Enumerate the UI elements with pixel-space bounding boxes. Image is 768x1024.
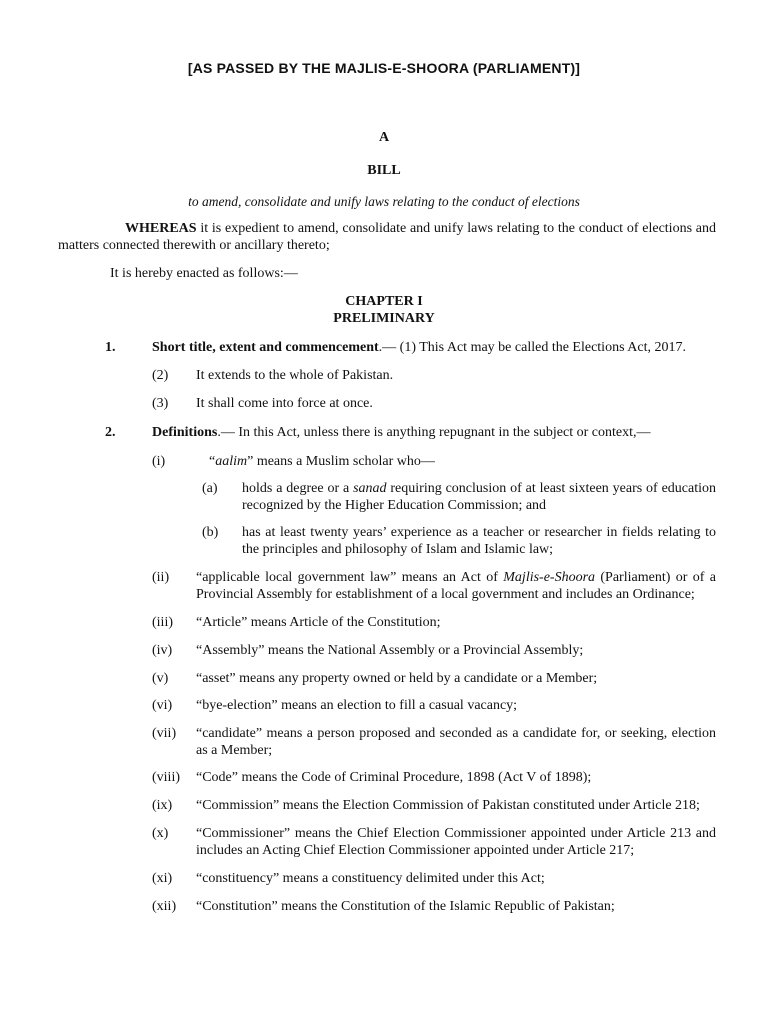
def-8-text: “Code” means the Code of Criminal Procedure, 1898 (Act V of 1898);: [196, 770, 592, 785]
def-12-text: “Constitution” means the Constitution of the Islamic Republic of Pakistan;: [196, 899, 615, 914]
def-2-term: Majlis-e-Shoora: [503, 570, 596, 585]
def-4-text: “Assembly” means the National Assembly or a Provincial Assembly;: [196, 643, 584, 658]
bill-label: BILL: [367, 163, 401, 178]
preamble: [58, 220, 716, 254]
section-1-number: 1.: [105, 340, 116, 355]
def-7-number: (vii): [152, 726, 177, 741]
def-11-number: (xi): [152, 871, 173, 886]
def-1a-pre: holds a degree or a: [242, 481, 354, 496]
def-9-text: “Commission” means the Election Commission of Pakistan constituted under Article 218;: [196, 798, 700, 813]
def-6-number: (vi): [152, 698, 173, 713]
def-11-text: “constituency” means a constituency delimited under this Act;: [196, 871, 545, 886]
def-1-rest: ” means a Muslim scholar who—: [247, 454, 435, 469]
document-header: [AS PASSED BY THE MAJLIS-E-SHOORA (PARLIAMENT)]: [187, 60, 581, 76]
section-1-body: .— (1) This Act may be called the Elections Act, 2017.: [378, 340, 686, 355]
def-1-term: aalim: [215, 454, 248, 469]
def-3-number: (iii): [152, 615, 173, 630]
def-1a-post: requiring conclusion of at least sixteen years of education recognized by the Higher Education Commission; and: [242, 481, 717, 513]
chapter-number: CHAPTER I: [345, 294, 423, 309]
def-10-text: “Commissioner” means the Chief Election Commissioner appointed under Article 213 and includes an Acting Chief Election Commissioner appointed under Article 217;: [196, 826, 716, 858]
def-1-number: (i): [152, 454, 166, 469]
bill-article: A: [378, 130, 390, 145]
section-2-text: [152, 424, 716, 441]
def-4-number: (iv): [152, 643, 173, 658]
def-9-number: (ix): [152, 798, 173, 813]
def-5-text: “asset” means any property owned or held by a candidate or a Member;: [196, 671, 598, 686]
def-1b-text: has at least twenty years’ experience as a teacher or researcher in fields relating to the principles and philosophy of Islam and Islamic law;: [242, 525, 716, 557]
section-1-heading: Short title, extent and commencement: [152, 340, 379, 355]
section-1-text: [152, 339, 716, 356]
def-8-number: (viii): [152, 770, 180, 785]
section-2-body: .— In this Act, unless there is anything repugnant in the subject or context,—: [217, 425, 651, 440]
def-3-text: “Article” means Article of the Constitution;: [196, 615, 441, 630]
def-1-text: [209, 453, 716, 470]
def-1a-term: sanad: [353, 481, 387, 496]
def-1b-number: (b): [202, 525, 219, 540]
def-2-post: (Parliament) or of a Provincial Assembly for establishment of a local government and includes an Ordinance;: [196, 570, 717, 602]
sub-2-number: (2): [152, 368, 169, 383]
section-2-number: 2.: [105, 425, 116, 440]
def-1-open-quote: “: [209, 454, 216, 469]
def-2-pre: “applicable local government law” means an Act of: [196, 570, 504, 585]
def-10-number: (x): [152, 826, 169, 841]
sub-3-number: (3): [152, 396, 169, 411]
whereas-keyword: WHEREAS: [125, 221, 197, 236]
def-1a-text: [242, 480, 716, 514]
def-7-text: “candidate” means a person proposed and seconded as a candidate for, or seeking, election as a Member;: [196, 726, 716, 758]
enacting-clause: It is hereby enacted as follows:—: [110, 266, 298, 281]
preamble-text: it is expedient to amend, consolidate and unify laws relating to the conduct of elections and matters connected therewith or ancillary thereto;: [58, 221, 716, 253]
sub-2-text: It extends to the whole of Pakistan.: [196, 368, 394, 383]
def-12-number: (xii): [152, 899, 177, 914]
long-title: to amend, consolidate and unify laws relating to the conduct of elections: [188, 194, 580, 209]
chapter-title: PRELIMINARY: [333, 311, 435, 326]
def-2-number: (ii): [152, 570, 170, 585]
def-5-number: (v): [152, 671, 169, 686]
sub-3-text: It shall come into force at once.: [196, 396, 373, 411]
section-2-heading: Definitions: [152, 425, 218, 440]
def-1a-number: (a): [202, 481, 218, 496]
def-6-text: “bye-election” means an election to fill a casual vacancy;: [196, 698, 518, 713]
def-2-text: [196, 569, 716, 603]
